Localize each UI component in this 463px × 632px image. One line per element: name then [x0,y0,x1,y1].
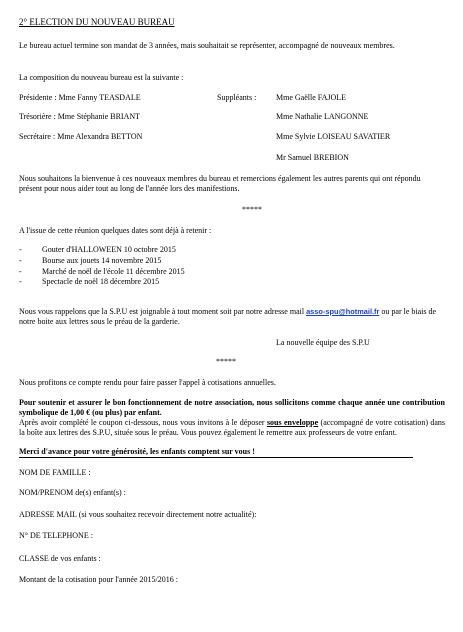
event-item: Spectacle de noël 18 décembre 2015 [42,277,160,286]
substitutes-label: Suppléants : [217,93,257,102]
form-field-phone[interactable]: N° DE TELEPHONE : [19,531,93,540]
separator-stars: ***** [216,357,236,366]
coupon-paragraph [19,418,445,438]
form-field-amount[interactable]: Montant de la cotisation pour l'année 2015/2016 : [19,575,178,584]
form-field-family-name[interactable]: NOM DE FAMILLE : [19,468,91,477]
list-bullet: - [19,256,22,265]
contact-text: ou par le biais de notre boite aux lettres sous le préau de la garderie. [19,307,437,326]
event-item: Bourse aux jouets 14 novembre 2015 [42,256,162,265]
form-field-email[interactable]: ADRESSE MAIL (si vous souhaitez recevoir directement notre actualité): [19,510,257,519]
dates-intro: A l'issue de cette réunion quelques dates sont déjà à retenir : [19,226,212,235]
substitute-name: Mme Nathalie LANGONNE [276,112,369,121]
intro-paragraph: Le bureau actuel termine son mandat de 3 années, mais souhaitait se représenter, accompagné de nouveaux membres. [19,41,395,50]
president-line: Présidente : Mme Fanny TEASDALE [19,93,141,102]
separator-stars: ***** [242,205,262,214]
support-paragraph: Pour soutenir et assurer le bon fonctionnement de notre association, nous sollicitons comme chaque année une contribution symbolique de 1,00 € (ou plus) par enfant. [19,398,445,417]
envelope-emphasis: sous enveloppe [266,418,319,427]
thanks-line: Merci d'avance pour votre générosité, les enfants comptent sur vous ! [19,447,255,456]
event-item: Gouter d'HALLOWEEN 10 octobre 2015 [42,245,176,254]
section-title: 2° ELECTION DU NOUVEAU BUREAU [19,17,175,27]
treasurer-line: Trésorière : Mme Stéphanie BRIANT [19,112,141,121]
composition-intro: La composition du nouveau bureau est la suivante : [19,73,184,82]
form-field-class[interactable]: CLASSE de vos enfants : [19,554,101,563]
list-bullet: - [19,267,22,276]
signature: La nouvelle équipe des S.P.U [276,338,370,347]
coupon-text: Après avoir complété le coupon ci-dessous, nous vous invitons à le déposer [19,418,267,427]
secretary-line: Secrétaire : Mme Alexandra BETTON [19,132,143,141]
cotisation-intro: Nous profitons ce compte rendu pour faire passer l'appel à cotisations annuelles. [19,378,276,387]
event-item: Marché de noël de l'école 11 décembre 2015 [42,267,185,276]
list-bullet: - [19,245,22,254]
contact-paragraph [19,307,445,327]
form-field-children-names[interactable]: NOM/PRENOM de(s) enfant(s) : [19,488,126,497]
email-link[interactable]: asso-spu@hotmail.fr [306,307,380,316]
list-bullet: - [19,277,22,286]
welcome-paragraph: Nous souhaitons la bienvenue à ces nouveaux membres du bureau et remercions également les autres parents qui ont répondu présent pour nous aider tout au long de l'année lors des manifestions. [19,174,421,193]
substitute-name: Mme Gaëlle FAJOLE [276,93,347,102]
substitute-name: Mme Sylvie LOISEAU SAVATIER [276,132,391,141]
coupon-text: (accompagné de votre cotisation) dans la boîte aux lettres des S.P.U, située sous le préau. Vous pouvez également le remettre aux professeurs de votre enfant. [19,418,445,437]
contact-text: Nous vous rappelons que la S.P.U est joignable à tout moment soit par notre adresse mail [19,307,307,316]
divider-line [19,457,413,458]
substitute-name: Mr Samuel BREBION [276,153,349,162]
